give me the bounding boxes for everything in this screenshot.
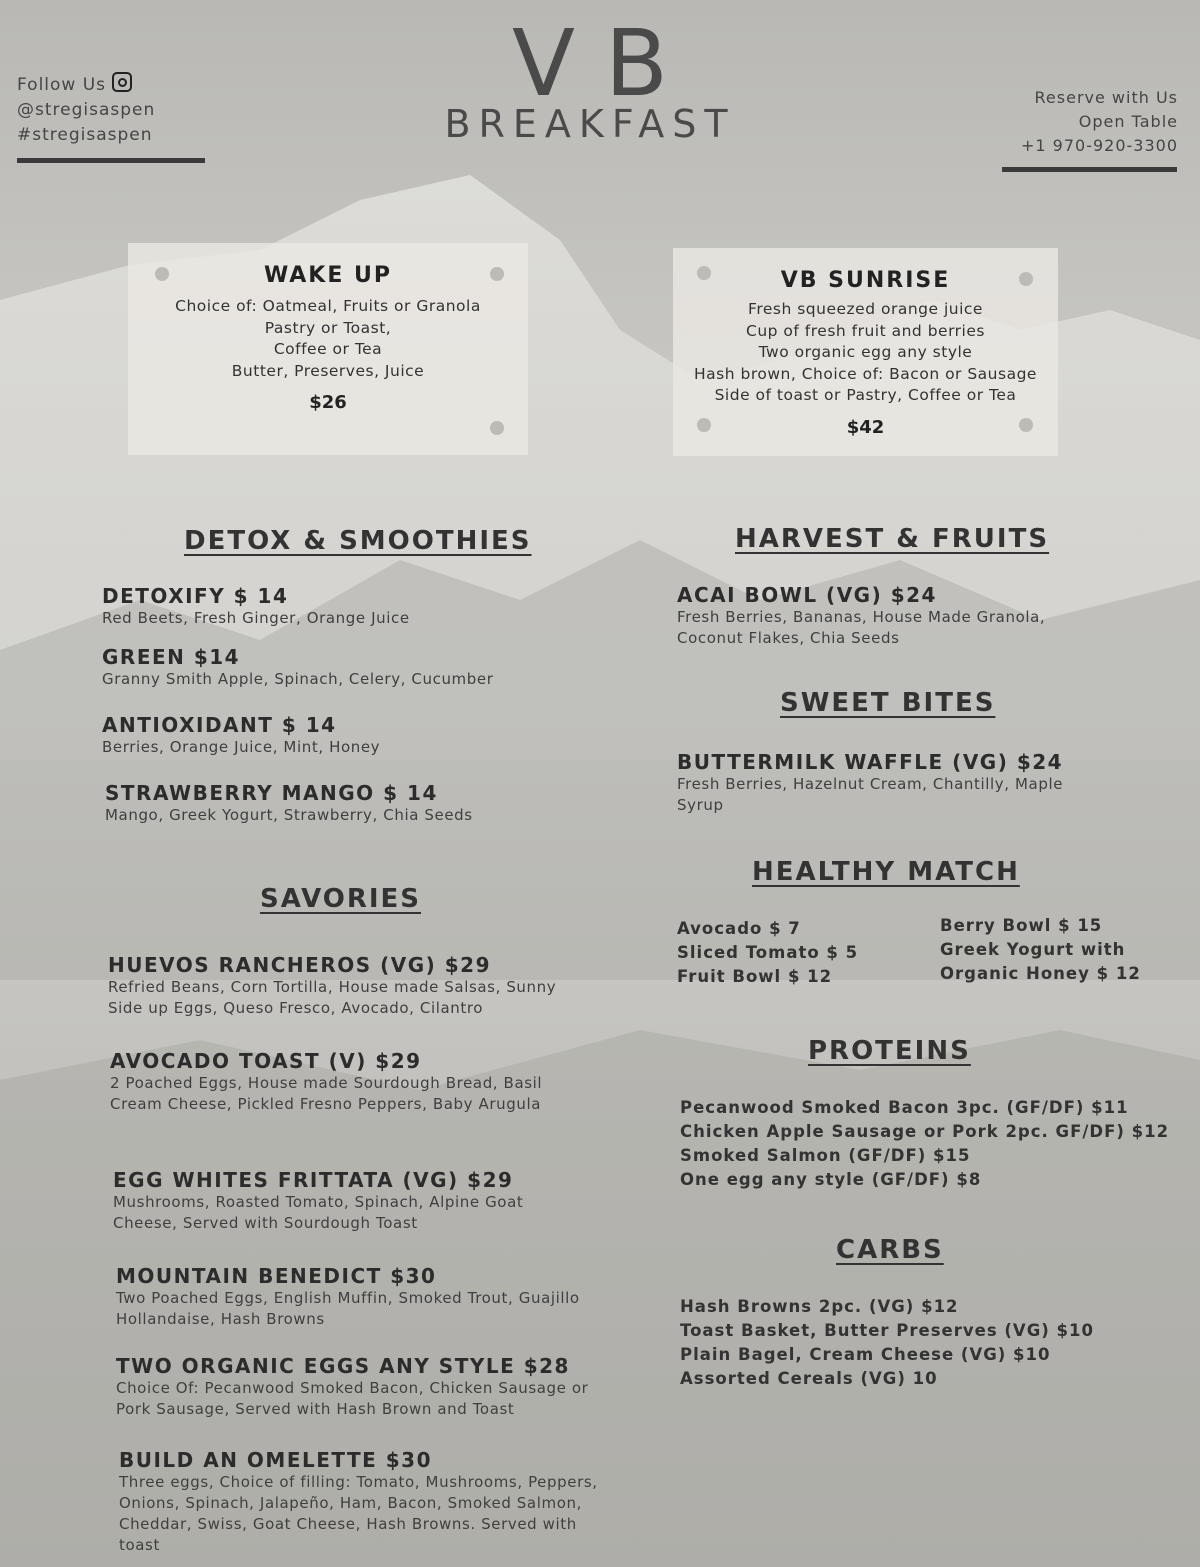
item-description: Fresh Berries, Bananas, House Made Granola, Coconut Flakes, Chia Seeds: [677, 608, 1046, 647]
item-name: GREEN $14: [102, 645, 241, 669]
section-heading-savories: SAVORIES: [260, 884, 422, 914]
wake-up-line: Choice of: Oatmeal, Fruits or Granola: [175, 297, 481, 315]
carbs-list: [680, 1295, 1094, 1391]
healthy-item: Berry Bowl $ 15: [940, 916, 1103, 935]
vb-sunrise-price: $42: [846, 416, 885, 438]
reserve-label: Reserve with Us: [1034, 88, 1178, 107]
section-heading-healthy: HEALTHY MATCH: [752, 857, 1020, 887]
header-rule-right: [1002, 167, 1177, 172]
item-name: DETOXIFY $ 14: [102, 584, 289, 608]
wake-up-title: WAKE UP: [263, 263, 393, 288]
section-heading-harvest: HARVEST & FRUITS: [735, 524, 1050, 554]
menu-item: [116, 1264, 606, 1330]
item-description: Mango, Greek Yogurt, Strawberry, Chia Seeds: [105, 806, 473, 824]
item-name: TWO ORGANIC EGGS ANY STYLE $28: [116, 1354, 570, 1378]
menu-item: [677, 750, 1087, 816]
wake-up-price: $26: [309, 392, 347, 413]
wake-up-line: Pastry or Toast,: [264, 318, 392, 337]
menu-item: [677, 583, 1077, 649]
logo: [420, 10, 760, 146]
item-description: Berries, Orange Juice, Mint, Honey: [102, 738, 381, 756]
follow-label: Follow Us: [17, 75, 107, 95]
healthy-item: Avocado $ 7: [677, 919, 801, 938]
item-description: Two Poached Eggs, English Muffin, Smoked Trout, Guajillo Hollandaise, Hash Browns: [116, 1289, 580, 1328]
vb-sunrise-title: VB SUNRISE: [780, 268, 951, 293]
healthy-item: Organic Honey $ 12: [940, 964, 1141, 983]
item-name: MOUNTAIN BENEDICT $30: [116, 1264, 437, 1288]
carb-item: Assorted Cereals (VG) 10: [680, 1369, 938, 1388]
menu-item: [102, 584, 562, 629]
menu-item: [102, 713, 562, 758]
healthy-match-left: [677, 917, 858, 989]
reserve-service: Open Table: [1078, 112, 1178, 131]
healthy-item: Sliced Tomato $ 5: [677, 943, 859, 962]
item-description: Choice Of: Pecanwood Smoked Bacon, Chicken Sausage or Pork Sausage, Served with Hash Brown and Toast: [116, 1379, 589, 1418]
vb-sunrise-box: [673, 248, 1058, 456]
item-description: Fresh Berries, Hazelnut Cream, Chantilly, Maple Syrup: [677, 775, 1064, 814]
menu-item: [113, 1168, 553, 1234]
carb-item: Hash Browns 2pc. (VG) $12: [680, 1297, 959, 1316]
item-name: ACAI BOWL (VG) $24: [677, 583, 937, 607]
item-name: AVOCADO TOAST (V) $29: [110, 1049, 422, 1073]
wake-up-line: Coffee or Tea: [273, 340, 383, 358]
item-name: HUEVOS RANCHEROS (VG) $29: [108, 953, 491, 977]
item-name: BUTTERMILK WAFFLE (VG) $24: [677, 750, 1064, 774]
protein-item: Chicken Apple Sausage or Pork 2pc. GF/DF) $12: [680, 1122, 1170, 1141]
header-rule-left: [17, 158, 205, 163]
item-name: EGG WHITES FRITTATA (VG) $29: [113, 1168, 514, 1192]
section-heading-proteins: PROTEINS: [808, 1036, 971, 1066]
item-name: BUILD AN OMELETTE $30: [119, 1448, 433, 1472]
menu-item: [110, 1049, 550, 1115]
section-heading-detox: DETOX & SMOOTHIES: [184, 526, 532, 556]
section-heading-sweet: SWEET BITES: [780, 688, 996, 718]
item-name: ANTIOXIDANT $ 14: [102, 713, 337, 737]
vb-sunrise-line: Side of toast or Pastry, Coffee or Tea: [714, 386, 1017, 404]
vb-sunrise-line: Two organic egg any style: [758, 343, 973, 361]
menu-item: [116, 1354, 596, 1420]
social-hashtag: #stregisaspen: [17, 125, 153, 145]
carb-item: Plain Bagel, Cream Cheese (VG) $10: [680, 1345, 1051, 1364]
vb-sunrise-line: Fresh squeezed orange juice: [748, 300, 983, 318]
healthy-match-right: [940, 914, 1141, 986]
reservation-block: [1021, 86, 1178, 158]
item-name: STRAWBERRY MANGO $ 14: [105, 781, 438, 805]
wake-up-box: [128, 243, 528, 455]
vb-sunrise-line: Cup of fresh fruit and berries: [746, 321, 985, 340]
social-handle: @stregisaspen: [17, 100, 156, 120]
menu-item: [102, 645, 562, 690]
menu-item: [108, 953, 578, 1019]
menu-item: [105, 781, 565, 826]
carb-item: Toast Basket, Butter Preserves (VG) $10: [680, 1321, 1094, 1340]
instagram-icon: [112, 72, 132, 92]
section-heading-carbs: CARBS: [836, 1235, 944, 1265]
item-description: Three eggs, Choice of filling: Tomato, Mushrooms, Peppers, Onions, Spinach, Jalapeño, Ham, Bacon, Smoked Salmon, Cheddar, Swiss, Goat Cheese, Hash Browns. Served with toast: [119, 1473, 598, 1554]
menu-item: [119, 1448, 609, 1556]
protein-item: One egg any style (GF/DF) $8: [680, 1170, 982, 1189]
item-description: Granny Smith Apple, Spinach, Celery, Cucumber: [102, 670, 494, 688]
reserve-phone: +1 970-920-3300: [1020, 136, 1178, 155]
protein-item: Smoked Salmon (GF/DF) $15: [680, 1146, 971, 1165]
item-description: Refried Beans, Corn Tortilla, House made Salsas, Sunny Side up Eggs, Queso Fresco, Avocado, Cilantro: [108, 978, 557, 1017]
item-description: 2 Poached Eggs, House made Sourdough Bread, Basil Cream Cheese, Pickled Fresno Peppers, Baby Arugula: [110, 1074, 543, 1113]
item-description: Mushrooms, Roasted Tomato, Spinach, Alpine Goat Cheese, Served with Sourdough Toast: [113, 1193, 524, 1232]
wake-up-line: Butter, Preserves, Juice: [231, 361, 425, 380]
vb-sunrise-line: Hash brown, Choice of: Bacon or Sausage: [694, 364, 1037, 383]
item-description: Red Beets, Fresh Ginger, Orange Juice: [102, 609, 410, 627]
healthy-item: Greek Yogurt with: [940, 940, 1126, 959]
protein-item: Pecanwood Smoked Bacon 3pc. (GF/DF) $11: [680, 1098, 1129, 1117]
logo-subtitle: BREAKFAST: [444, 102, 736, 146]
logo-main: VB: [511, 10, 699, 117]
social-block: [17, 72, 155, 148]
proteins-list: [680, 1096, 1169, 1192]
healthy-item: Fruit Bowl $ 12: [677, 967, 833, 986]
